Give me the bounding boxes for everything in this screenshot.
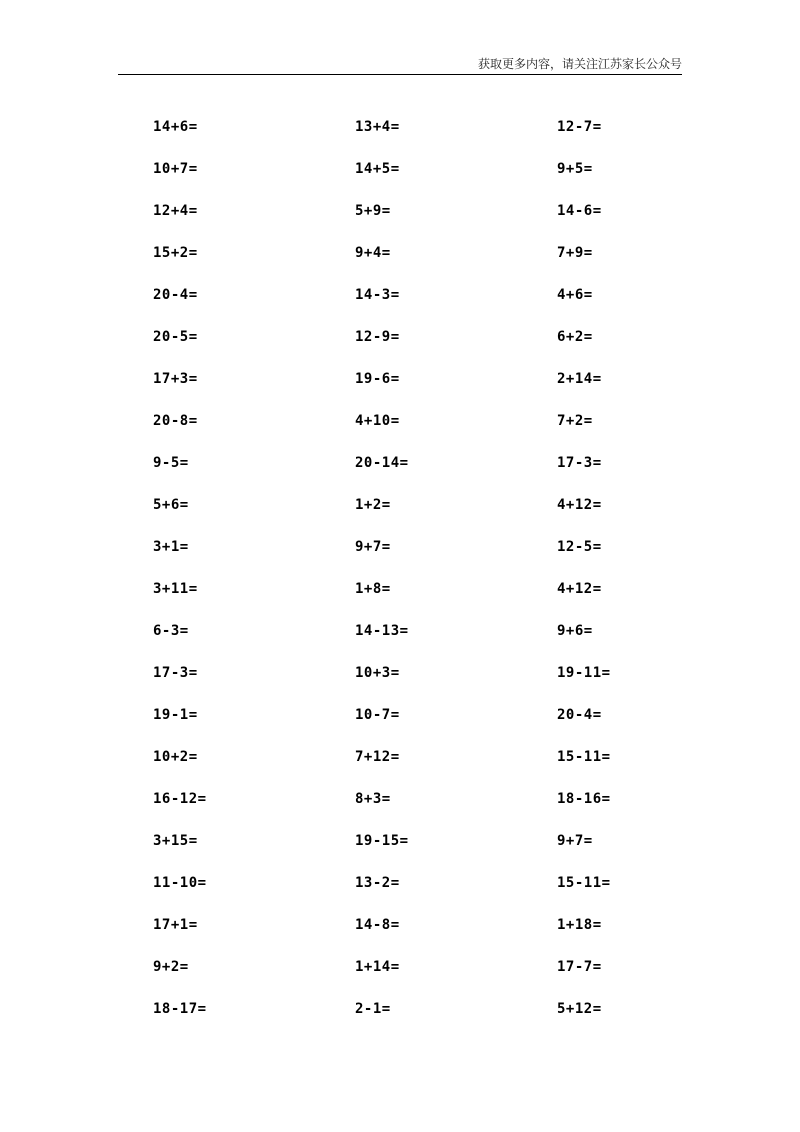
- math-problem: 20-4=: [557, 707, 602, 723]
- math-problem: 1+18=: [557, 917, 602, 933]
- math-problem: 20-4=: [153, 287, 198, 303]
- math-problem: 19-1=: [153, 707, 198, 723]
- math-problem: 16-12=: [153, 791, 207, 807]
- math-problem: 5+6=: [153, 497, 189, 513]
- math-problem: 14-6=: [557, 203, 602, 219]
- math-problem: 15+2=: [153, 245, 198, 261]
- math-problem: 4+10=: [355, 413, 400, 429]
- page-header-text: 获取更多内容，请关注江苏家长公众号: [477, 57, 682, 71]
- math-problem: 10+3=: [355, 665, 400, 681]
- math-problem: 18-17=: [153, 1001, 207, 1017]
- math-problem: 9+7=: [557, 833, 593, 849]
- math-problem: 9-5=: [153, 455, 189, 471]
- math-problem: 3+11=: [153, 581, 198, 597]
- math-problem: 14-13=: [355, 623, 409, 639]
- math-problem: 4+12=: [557, 581, 602, 597]
- math-problem: 17-3=: [153, 665, 198, 681]
- math-problem: 17-7=: [557, 959, 602, 975]
- math-problem: 17+3=: [153, 371, 198, 387]
- math-problem: 19-15=: [355, 833, 409, 849]
- math-problem: 19-11=: [557, 665, 611, 681]
- math-problem: 10+7=: [153, 161, 198, 177]
- math-problem: 15-11=: [557, 875, 611, 891]
- math-problem: 20-5=: [153, 329, 198, 345]
- math-problem: 3+15=: [153, 833, 198, 849]
- math-problem: 6-3=: [153, 623, 189, 639]
- math-problem: 12-7=: [557, 119, 602, 135]
- math-problem: 9+5=: [557, 161, 593, 177]
- math-problem: 14+5=: [355, 161, 400, 177]
- math-problem: 8+3=: [355, 791, 391, 807]
- math-problem: 9+7=: [355, 539, 391, 555]
- math-problem: 11-10=: [153, 875, 207, 891]
- math-problem: 17-3=: [557, 455, 602, 471]
- math-problem: 12+4=: [153, 203, 198, 219]
- math-problem: 9+6=: [557, 623, 593, 639]
- math-problem: 14+6=: [153, 119, 198, 135]
- math-problem: 19-6=: [355, 371, 400, 387]
- math-problem: 20-14=: [355, 455, 409, 471]
- math-problem: 4+6=: [557, 287, 593, 303]
- math-problem: 1+8=: [355, 581, 391, 597]
- math-problem: 10-7=: [355, 707, 400, 723]
- math-problem: 13+4=: [355, 119, 400, 135]
- math-problem: 5+9=: [355, 203, 391, 219]
- math-problem: 2+14=: [557, 371, 602, 387]
- math-problem: 5+12=: [557, 1001, 602, 1017]
- math-problem: 17+1=: [153, 917, 198, 933]
- math-problem: 3+1=: [153, 539, 189, 555]
- math-problem: 2-1=: [355, 1001, 391, 1017]
- math-problem: 15-11=: [557, 749, 611, 765]
- math-problem: 1+2=: [355, 497, 391, 513]
- math-problem: 6+2=: [557, 329, 593, 345]
- math-problem: 9+4=: [355, 245, 391, 261]
- math-problem: 10+2=: [153, 749, 198, 765]
- math-problem: 14-3=: [355, 287, 400, 303]
- math-problem: 9+2=: [153, 959, 189, 975]
- math-problem: 7+9=: [557, 245, 593, 261]
- math-problem: 4+12=: [557, 497, 602, 513]
- math-problem: 13-2=: [355, 875, 400, 891]
- math-problem: 18-16=: [557, 791, 611, 807]
- math-problem: 7+2=: [557, 413, 593, 429]
- math-problem: 12-9=: [355, 329, 400, 345]
- math-problem: 20-8=: [153, 413, 198, 429]
- math-problem: 7+12=: [355, 749, 400, 765]
- math-problem: 14-8=: [355, 917, 400, 933]
- math-problem: 12-5=: [557, 539, 602, 555]
- math-problem: 1+14=: [355, 959, 400, 975]
